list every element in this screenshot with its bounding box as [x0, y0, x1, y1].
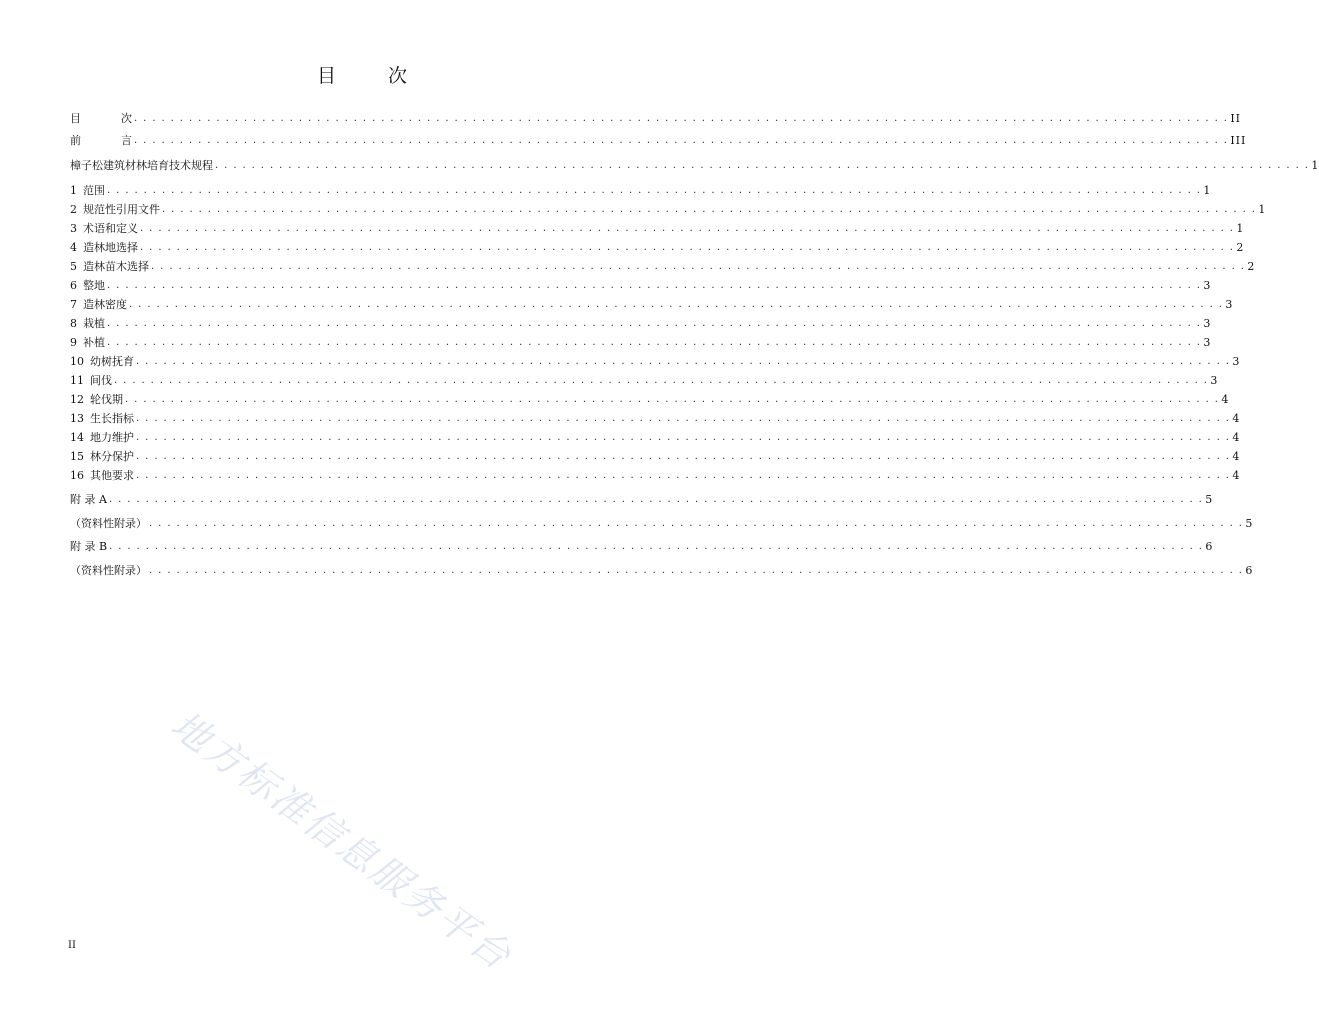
- toc-entry-title: 术语和定义: [83, 222, 138, 235]
- toc-entry[interactable]: [70, 203, 1267, 217]
- toc-entry-number: 6: [70, 279, 77, 292]
- toc-entry-number: 10: [70, 355, 84, 368]
- toc-dot-leader: . . . . . . . . . . . . . . . . . . . . . . . . . . . . . . . . . . . . . . . . . . . . . . . . . . . . . . . . . . . . . . . . . . . . . . . . . . . . . . . . . . . . . . . . . . . . . . . . . . . . . . . . . . . . . . . . . . . . . . . .: [108, 494, 1204, 505]
- toc-entry[interactable]: [70, 450, 1241, 464]
- toc-entry-label: [70, 393, 125, 407]
- toc-entry-page: 3: [1225, 298, 1234, 311]
- toc-dot-leader: . . . . . . . . . . . . . . . . . . . . . . . . . . . . . . . . . . . . . . . . . . . . . . . . . . . . . . . . . . . . . . . . . . . . . . . . . . . . . . . . . . . . . . . . . . . . . . . . . . . . . . . . . . . . . . . . . . . . . . . .: [136, 470, 1231, 481]
- toc-dot-leader: . . . . . . . . . . . . . . . . . . . . . . . . . . . . . . . . . . . . . . . . . . . . . . . . . . . . . . . . . . . . . . . . . . . . . . . . . . . . . . . . . . . . . . . . . . . . . . . . . . . . . . . . . . . . . . . . . . . . . . . .: [149, 565, 1244, 576]
- toc-dot-leader: . . . . . . . . . . . . . . . . . . . . . . . . . . . . . . . . . . . . . . . . . . . . . . . . . . . . . . . . . . . . . . . . . . . . . . . . . . . . . . . . . . . . . . . . . . . . . . . . . . . . . . . . . . . . . . . . . . . . . . . .: [136, 413, 1231, 424]
- toc-dot-leader: . . . . . . . . . . . . . . . . . . . . . . . . . . . . . . . . . . . . . . . . . . . . . . . . . . . . . . . . . . . . . . . . . . . . . . . . . . . . . . . . . . . . . . . . . . . . . . . . . . . . . . . . . . . . . . . . . . . . . . . .: [125, 394, 1220, 405]
- toc-entry[interactable]: [70, 493, 1214, 507]
- toc-entry-label: [70, 298, 129, 312]
- toc-entry-label-part: 次: [121, 112, 132, 125]
- toc-entry-title: 生长指标: [90, 412, 134, 425]
- watermark: 地方标准信息服务平台: [163, 702, 521, 980]
- toc-entry-title: 幼树抚育: [90, 355, 134, 368]
- toc-entry-title: 轮伐期: [90, 393, 123, 406]
- toc-entry[interactable]: [70, 540, 1214, 554]
- toc-entry-page: 4: [1232, 469, 1241, 482]
- toc-entry-title: 樟子松建筑材林培育技术规程: [70, 159, 213, 172]
- toc-entry-label: [70, 564, 149, 578]
- toc-entry[interactable]: [70, 517, 1254, 531]
- toc-entry-label: [70, 134, 134, 148]
- toc-entry-label: [70, 450, 136, 464]
- toc-entry-title: 造林地选择: [83, 241, 138, 254]
- toc-entry[interactable]: [70, 374, 1219, 388]
- toc-entry-page: 4: [1232, 450, 1241, 463]
- toc-entry-page: 4: [1232, 431, 1241, 444]
- toc-entry-number: 4: [70, 241, 77, 254]
- toc-entry-title: 造林苗木选择: [83, 260, 149, 273]
- toc-entry-title: 栽植: [83, 317, 105, 330]
- toc-entry-label: [70, 540, 109, 554]
- toc-entry-number: 2: [70, 203, 77, 216]
- toc-entry-page: 2: [1236, 241, 1245, 254]
- toc-entry-number: 11: [70, 374, 84, 387]
- toc-dot-leader: . . . . . . . . . . . . . . . . . . . . . . . . . . . . . . . . . . . . . . . . . . . . . . . . . . . . . . . . . . . . . . . . . . . . . . . . . . . . . . . . . . . . . . . . . . . . . . . . . . . . . . . . . . . . . . . . . . . . . . . .: [162, 204, 1257, 215]
- toc-entry[interactable]: [70, 317, 1212, 331]
- toc-entry-page: 1: [1311, 159, 1319, 172]
- toc-entry-title: 范围: [83, 184, 105, 197]
- toc-entry-title: 整地: [83, 279, 105, 292]
- toc-dot-leader: . . . . . . . . . . . . . . . . . . . . . . . . . . . . . . . . . . . . . . . . . . . . . . . . . . . . . . . . . . . . . . . . . . . . . . . . . . . . . . . . . . . . . . . . . . . . . . . . . . . . . . . . . . . . . . . . . . . . . . . .: [136, 356, 1231, 367]
- toc-entry-label: [70, 112, 134, 126]
- toc-entry-label: [70, 517, 149, 531]
- toc-entry-page: 1: [1236, 222, 1245, 235]
- toc-dot-leader: . . . . . . . . . . . . . . . . . . . . . . . . . . . . . . . . . . . . . . . . . . . . . . . . . . . . . . . . . . . . . . . . . . . . . . . . . . . . . . . . . . . . . . . . . . . . . . . . . . . . . . . . . . . . . . . . . . . . . . . .: [109, 541, 1204, 552]
- toc-dot-leader: . . . . . . . . . . . . . . . . . . . . . . . . . . . . . . . . . . . . . . . . . . . . . . . . . . . . . . . . . . . . . . . . . . . . . . . . . . . . . . . . . . . . . . . . . . . . . . . . . . . . . . . . . . . . . . . . . . . . . . . .: [136, 451, 1231, 462]
- toc-entry-page: 6: [1245, 564, 1254, 577]
- toc-entry-page: 5: [1245, 517, 1254, 530]
- toc-entry-label: [70, 260, 151, 274]
- page-title-part2: 次: [388, 65, 408, 87]
- toc-entry[interactable]: [70, 393, 1230, 407]
- toc-entry-title: 其他要求: [90, 469, 134, 482]
- toc-entry-title: （资料性附录）: [70, 517, 147, 530]
- toc-entry-label-part: 言: [121, 134, 132, 147]
- toc-entry-title: 补植: [83, 336, 105, 349]
- toc-entry-page: III: [1230, 134, 1247, 147]
- toc-entry-page: 3: [1210, 374, 1219, 387]
- toc-entry-label: [70, 469, 136, 483]
- toc-entry-number: 5: [70, 260, 77, 273]
- toc-dot-leader: . . . . . . . . . . . . . . . . . . . . . . . . . . . . . . . . . . . . . . . . . . . . . . . . . . . . . . . . . . . . . . . . . . . . . . . . . . . . . . . . . . . . . . . . . . . . . . . . . . . . . . . . . . . . . . . . . . . . . . . .: [134, 135, 1229, 146]
- toc-dot-leader: . . . . . . . . . . . . . . . . . . . . . . . . . . . . . . . . . . . . . . . . . . . . . . . . . . . . . . . . . . . . . . . . . . . . . . . . . . . . . . . . . . . . . . . . . . . . . . . . . . . . . . . . . . . . . . . . . . . . . . . .: [149, 518, 1244, 529]
- toc-entry-title: 间伐: [90, 374, 112, 387]
- toc-entry-number: 12: [70, 393, 84, 406]
- toc-entry-page: II: [1230, 112, 1242, 125]
- toc-entry[interactable]: [70, 355, 1241, 369]
- toc-entry[interactable]: [70, 412, 1241, 426]
- toc-entry-label: [70, 317, 107, 331]
- toc-dot-leader: . . . . . . . . . . . . . . . . . . . . . . . . . . . . . . . . . . . . . . . . . . . . . . . . . . . . . . . . . . . . . . . . . . . . . . . . . . . . . . . . . . . . . . . . . . . . . . . . . . . . . . . . . . . . . . . . . . . . . . . .: [114, 375, 1209, 386]
- page-title: [0, 61, 724, 88]
- toc-entry-title: 规范性引用文件: [83, 203, 160, 216]
- toc-entry-number: 7: [70, 298, 77, 311]
- toc-entry-label: [70, 355, 136, 369]
- toc-entry-number: 14: [70, 431, 84, 444]
- toc-dot-leader: . . . . . . . . . . . . . . . . . . . . . . . . . . . . . . . . . . . . . . . . . . . . . . . . . . . . . . . . . . . . . . . . . . . . . . . . . . . . . . . . . . . . . . . . . . . . . . . . . . . . . . . . . . . . . . . . . . . . . . . .: [215, 160, 1310, 171]
- toc-entry-page: 6: [1205, 540, 1214, 553]
- toc-entry-label: [70, 412, 136, 426]
- toc-dot-leader: . . . . . . . . . . . . . . . . . . . . . . . . . . . . . . . . . . . . . . . . . . . . . . . . . . . . . . . . . . . . . . . . . . . . . . . . . . . . . . . . . . . . . . . . . . . . . . . . . . . . . . . . . . . . . . . . . . . . . . . .: [136, 432, 1231, 443]
- toc-entry-label: [70, 184, 107, 198]
- toc-entry-title: 造林密度: [83, 298, 127, 311]
- toc-entry-number: 15: [70, 450, 84, 463]
- toc-entry[interactable]: [70, 159, 1319, 173]
- toc-entry[interactable]: [70, 431, 1241, 445]
- toc-entry-page: 3: [1232, 355, 1241, 368]
- toc-entry-number: 9: [70, 336, 77, 349]
- toc-entry-label-part: 目: [70, 112, 81, 125]
- toc-entry-number: 13: [70, 412, 84, 425]
- toc-entry[interactable]: [70, 184, 1212, 198]
- page-title-part1: 目: [316, 65, 336, 87]
- toc-entry[interactable]: [70, 222, 1245, 236]
- toc-entry-page: 1: [1203, 184, 1212, 197]
- toc-entry-number: 16: [70, 469, 84, 482]
- toc-dot-leader: . . . . . . . . . . . . . . . . . . . . . . . . . . . . . . . . . . . . . . . . . . . . . . . . . . . . . . . . . . . . . . . . . . . . . . . . . . . . . . . . . . . . . . . . . . . . . . . . . . . . . . . . . . . . . . . . . . . . . . . .: [151, 261, 1246, 272]
- toc-entry-page: 4: [1221, 393, 1230, 406]
- toc-entry-page: 2: [1247, 260, 1256, 273]
- toc-entry-label: [70, 159, 215, 173]
- toc-entry-title: （资料性附录）: [70, 564, 147, 577]
- toc-entry-label: [70, 279, 107, 293]
- toc-dot-leader: . . . . . . . . . . . . . . . . . . . . . . . . . . . . . . . . . . . . . . . . . . . . . . . . . . . . . . . . . . . . . . . . . . . . . . . . . . . . . . . . . . . . . . . . . . . . . . . . . . . . . . . . . . . . . . . . . . . . . . . .: [107, 280, 1202, 291]
- toc-dot-leader: . . . . . . . . . . . . . . . . . . . . . . . . . . . . . . . . . . . . . . . . . . . . . . . . . . . . . . . . . . . . . . . . . . . . . . . . . . . . . . . . . . . . . . . . . . . . . . . . . . . . . . . . . . . . . . . . . . . . . . . .: [129, 299, 1224, 310]
- toc-entry-label-part: 前: [70, 134, 81, 147]
- toc-entry[interactable]: [70, 279, 1212, 293]
- toc-entry-page: 3: [1203, 336, 1212, 349]
- toc-entry-label: [70, 431, 136, 445]
- toc-entry-page: 5: [1205, 493, 1214, 506]
- toc-entry-page: 4: [1232, 412, 1241, 425]
- toc-dot-leader: . . . . . . . . . . . . . . . . . . . . . . . . . . . . . . . . . . . . . . . . . . . . . . . . . . . . . . . . . . . . . . . . . . . . . . . . . . . . . . . . . . . . . . . . . . . . . . . . . . . . . . . . . . . . . . . . . . . . . . . .: [140, 242, 1235, 253]
- toc-entry[interactable]: [70, 336, 1212, 350]
- page-number: II: [68, 940, 76, 951]
- toc-entry-label: [70, 493, 109, 507]
- toc-dot-leader: . . . . . . . . . . . . . . . . . . . . . . . . . . . . . . . . . . . . . . . . . . . . . . . . . . . . . . . . . . . . . . . . . . . . . . . . . . . . . . . . . . . . . . . . . . . . . . . . . . . . . . . . . . . . . . . . . . . . . . . .: [107, 318, 1202, 329]
- toc-dot-leader: . . . . . . . . . . . . . . . . . . . . . . . . . . . . . . . . . . . . . . . . . . . . . . . . . . . . . . . . . . . . . . . . . . . . . . . . . . . . . . . . . . . . . . . . . . . . . . . . . . . . . . . . . . . . . . . . . . . . . . . .: [140, 223, 1235, 234]
- toc-entry-page: 3: [1203, 279, 1212, 292]
- toc-entry[interactable]: [70, 564, 1254, 578]
- toc-entry-label: [70, 241, 140, 255]
- toc-entry-number: 3: [70, 222, 77, 235]
- toc-entry-title: 附 录 B: [70, 540, 108, 553]
- toc-entry-title: 地力维护: [90, 431, 134, 444]
- toc-entry-label: [70, 203, 162, 217]
- toc-entry[interactable]: [70, 469, 1241, 483]
- toc-entry-label: [70, 374, 114, 388]
- toc-entry-label: [70, 336, 107, 350]
- toc-entry-title: 附 录 A: [70, 493, 107, 506]
- toc-dot-leader: . . . . . . . . . . . . . . . . . . . . . . . . . . . . . . . . . . . . . . . . . . . . . . . . . . . . . . . . . . . . . . . . . . . . . . . . . . . . . . . . . . . . . . . . . . . . . . . . . . . . . . . . . . . . . . . . . . . . . . . .: [107, 337, 1202, 348]
- toc-entry[interactable]: [70, 241, 1245, 255]
- toc-entry-page: 1: [1258, 203, 1267, 216]
- toc-entry-title: 林分保护: [90, 450, 134, 463]
- toc-dot-leader: . . . . . . . . . . . . . . . . . . . . . . . . . . . . . . . . . . . . . . . . . . . . . . . . . . . . . . . . . . . . . . . . . . . . . . . . . . . . . . . . . . . . . . . . . . . . . . . . . . . . . . . . . . . . . . . . . . . . . . . .: [134, 113, 1229, 124]
- toc-entry-label: [70, 222, 140, 236]
- toc-entry[interactable]: [70, 134, 1247, 148]
- toc-entry-number: 8: [70, 317, 77, 330]
- toc-entry-page: 3: [1203, 317, 1212, 330]
- toc-entry-number: 1: [70, 184, 77, 197]
- toc-entry[interactable]: [70, 260, 1256, 274]
- toc-dot-leader: . . . . . . . . . . . . . . . . . . . . . . . . . . . . . . . . . . . . . . . . . . . . . . . . . . . . . . . . . . . . . . . . . . . . . . . . . . . . . . . . . . . . . . . . . . . . . . . . . . . . . . . . . . . . . . . . . . . . . . . .: [107, 185, 1202, 196]
- toc-entry[interactable]: [70, 112, 1242, 126]
- toc-entry[interactable]: [70, 298, 1234, 312]
